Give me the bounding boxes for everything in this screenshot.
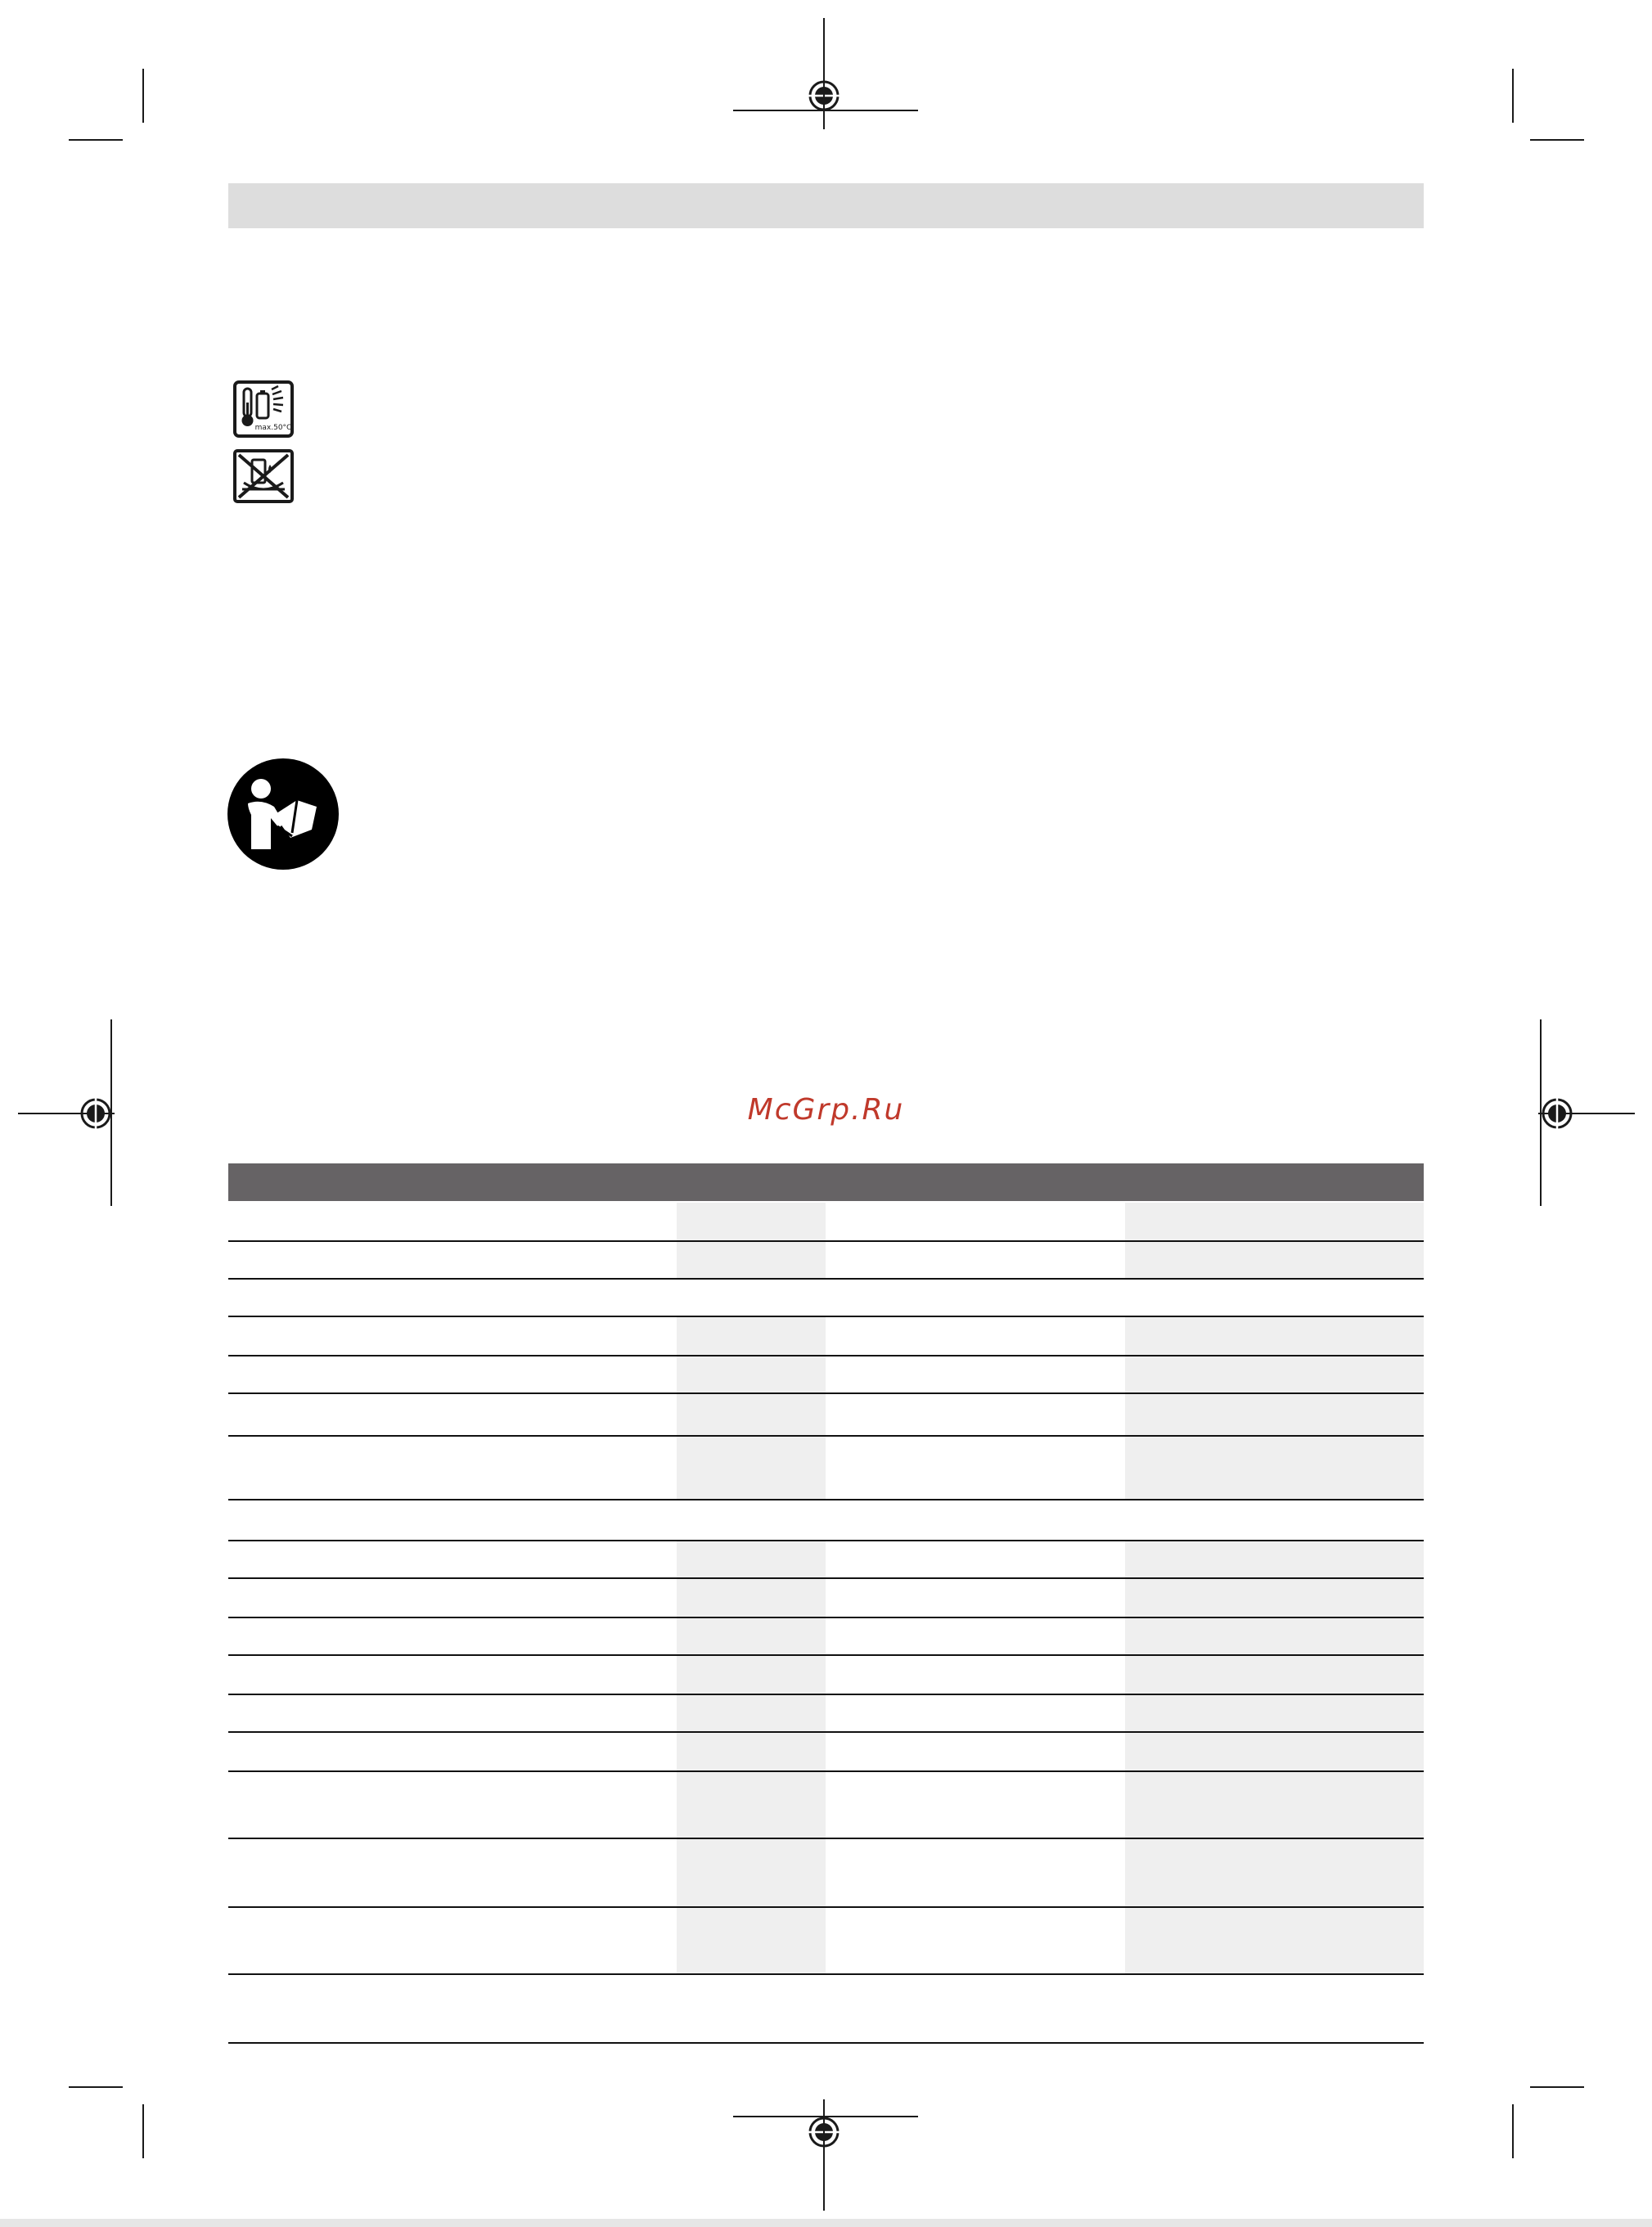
crop-mark	[1530, 2086, 1584, 2088]
table-row	[228, 1908, 1424, 1973]
crop-mark	[142, 69, 144, 123]
table-row	[228, 1695, 1424, 1731]
table-row	[228, 1618, 1424, 1654]
table-row	[228, 1356, 1424, 1392]
crop-mark	[69, 2086, 123, 2088]
table-row	[228, 1242, 1424, 1278]
table-row	[228, 1541, 1424, 1577]
no-water-immersion-icon	[232, 448, 295, 504]
table-row	[228, 1733, 1424, 1770]
crop-mark	[1512, 69, 1514, 123]
table-row	[228, 1772, 1424, 1838]
table-row	[228, 1317, 1424, 1355]
section-header-bar	[228, 183, 1424, 228]
row-rule	[228, 2042, 1424, 2044]
crop-mark	[69, 139, 123, 141]
table-row	[228, 1394, 1424, 1435]
registration-mark-icon	[808, 79, 840, 112]
table-row	[228, 1579, 1424, 1617]
registration-mark-icon	[808, 2116, 840, 2148]
crop-mark	[1530, 139, 1584, 141]
registration-line	[823, 18, 825, 129]
read-manual-icon	[227, 758, 340, 871]
table-header-bar	[228, 1163, 1424, 1201]
table-row	[228, 1500, 1424, 1540]
table-row	[228, 1280, 1424, 1316]
crop-mark	[142, 2104, 144, 2158]
temperature-limit-caption: max.50°C	[254, 424, 292, 432]
table-row	[228, 1656, 1424, 1694]
table-row	[228, 1975, 1424, 2042]
watermark: McGrp.Ru	[747, 1093, 905, 1127]
table-row	[228, 1839, 1424, 1906]
table-row	[228, 1437, 1424, 1499]
bottom-margin-strip	[0, 2219, 1652, 2227]
crop-mark	[1512, 2104, 1514, 2158]
table-row	[228, 1203, 1424, 1240]
